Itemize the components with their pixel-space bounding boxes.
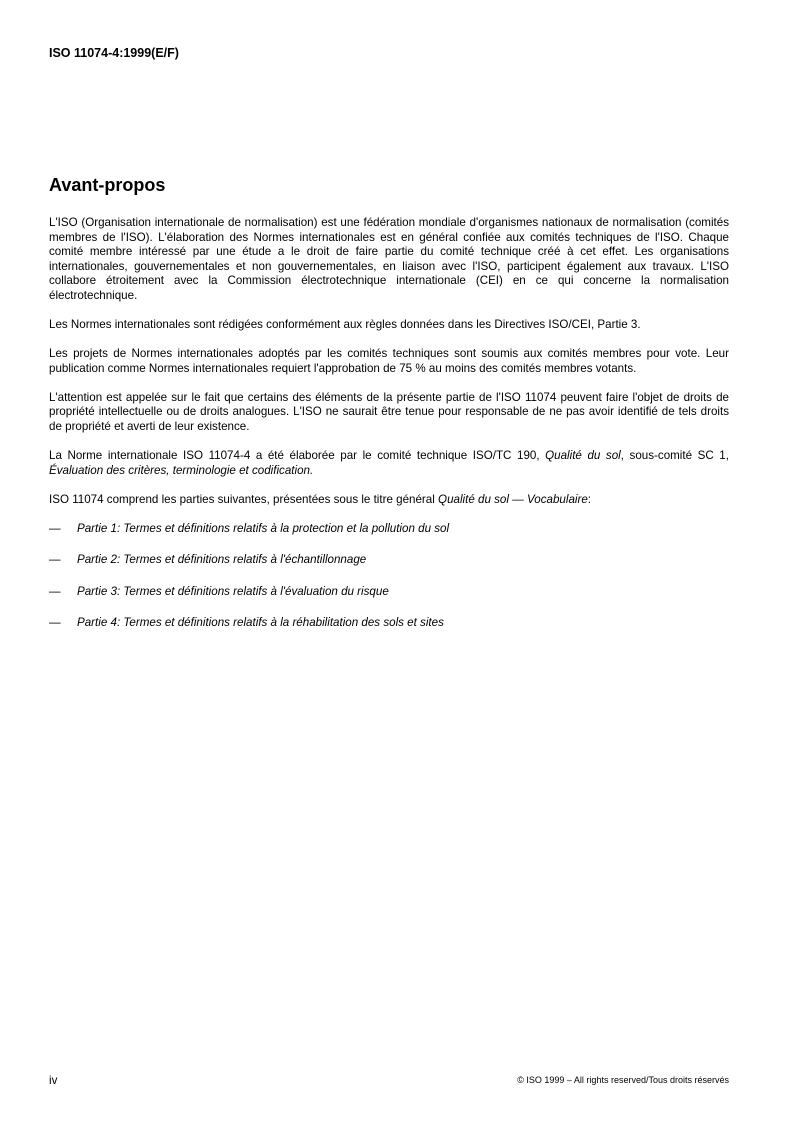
list-dash: — xyxy=(49,521,61,535)
list-item xyxy=(49,616,729,631)
page-title: Avant-propos xyxy=(49,175,166,195)
committee-text-1: La Norme internationale ISO 11074-4 a été élaborée par le comité technique ISO/TC 190, xyxy=(49,449,546,463)
list-dash: — xyxy=(49,616,61,630)
list-item-text: Partie 4: Termes et définitions relatifs à la réhabilitation des sols et sites xyxy=(77,616,444,630)
list-item-text: Partie 3: Termes et définitions relatifs à l'évaluation du risque xyxy=(77,584,389,598)
paragraph-parts-intro xyxy=(49,493,729,508)
list-dash: — xyxy=(49,584,61,598)
list-item xyxy=(49,522,729,537)
document-id-header: ISO 11074-4:1999(E/F) xyxy=(49,46,179,60)
subcommittee-title: Évaluation des critères, terminologie et codification. xyxy=(49,463,314,477)
list-item xyxy=(49,585,729,600)
foreword-body xyxy=(49,216,729,647)
paragraph-committee xyxy=(49,449,729,478)
paragraph-drafting-rules: Les Normes internationales sont rédigées conformément aux règles données dans les Directives ISO/CEI, Partie 3. xyxy=(49,318,641,332)
list-dash: — xyxy=(49,553,61,567)
paragraph-iso-overview: L'ISO (Organisation internationale de normalisation) est une fédération mondiale d'organismes nationaux de normalisation (comités membres de l'ISO). L'élaboration des Normes internationales est en général confiée aux comités techniques de l'ISO. Chaque comité membre intéressé par une étude a le droit de faire partie du comité technique créé à cet effet. Les organisations internationales, gouvernementales et non gouvernementales, en liaison avec l'ISO, participent également aux travaux. L'ISO collabore étroitement avec la Commission électrotechnique internationale (CEI) en ce qui concerne la normalisation électrotechnique. xyxy=(49,216,729,302)
list-item-text: Partie 2: Termes et définitions relatifs à l'échantillonnage xyxy=(77,553,367,567)
paragraph-voting: Les projets de Normes internationales adoptés par les comités techniques sont soumis aux comités membres pour vote. Leur publication comme Normes internationales requiert l'approbation de 75 % au moins des comités membres votants. xyxy=(49,347,729,375)
paragraph-patent-rights: L'attention est appelée sur le fait que certains des éléments de la présente partie de l'ISO 11074 peuvent faire l'objet de droits de propriété intellectuelle ou de droits analogues. L'ISO ne saurait être tenue pour responsable de ne pas avoir identifié de tels droits de propriété et averti de leur existence. xyxy=(49,390,729,434)
list-item-text: Partie 1: Termes et définitions relatifs à la protection et la pollution du sol xyxy=(77,521,450,535)
general-title: Qualité du sol — Vocabulaire xyxy=(438,492,588,506)
list-item xyxy=(49,553,729,568)
committee-title: Qualité du sol xyxy=(545,449,621,463)
parts-intro-text: ISO 11074 comprend les parties suivantes, présentées sous le titre général xyxy=(49,492,439,506)
committee-text-2: , sous-comité SC 1, xyxy=(620,449,729,463)
parts-intro-colon: : xyxy=(587,492,592,506)
page-number: iv xyxy=(49,1074,58,1087)
copyright-notice: © ISO 1999 – All rights reserved/Tous droits réservés xyxy=(517,1075,729,1085)
